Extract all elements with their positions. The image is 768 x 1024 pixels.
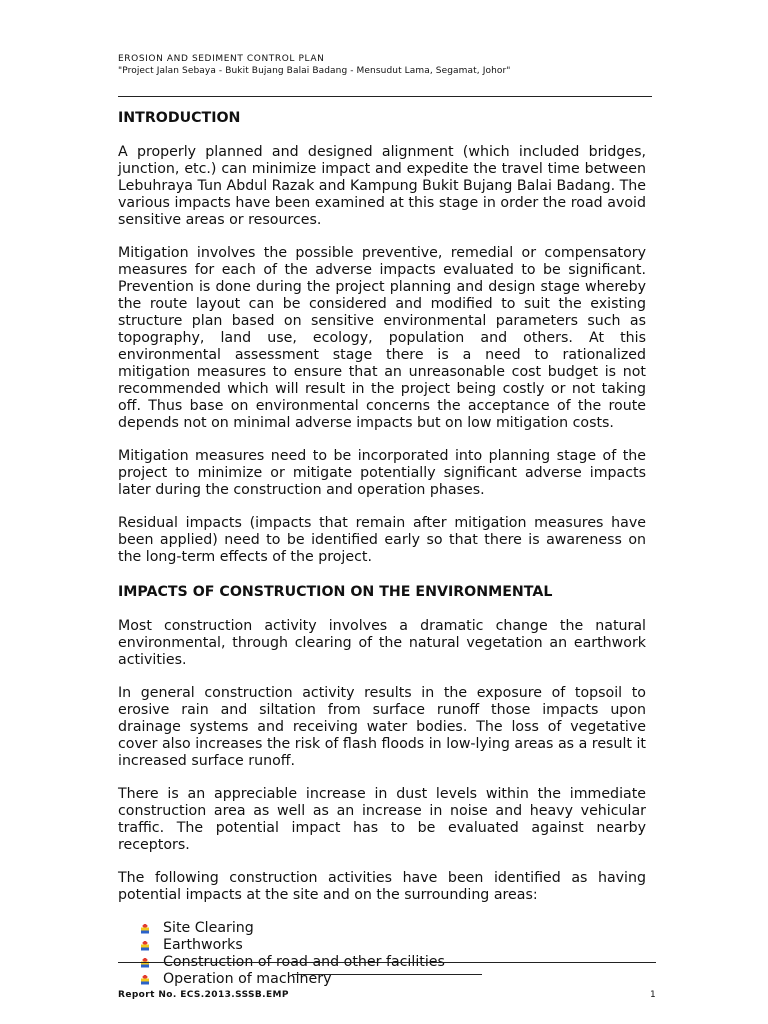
footer-divider xyxy=(118,962,656,963)
impacts-paragraph: In general construction activity results in the exposure of topsoil to erosive rain and siltation from surface runoff those impacts upon drainage systems and receiving water bodies. The loss of vegetative cover also increases the risk of flash floods in low-lying areas as a result it increased surface runoff. xyxy=(118,685,646,769)
list-item xyxy=(140,937,646,954)
list-item-label: Operation of machinery xyxy=(163,971,332,987)
bullet-icon xyxy=(140,941,150,951)
intro-paragraph: A properly planned and designed alignment (which included bridges, junction, etc.) can minimize impact and expedite the travel time between Lebuhraya Tun Abdul Razak and Kampung Bukit Bujang Balai Badang. The various impacts have been examined at this stage in order the road avoid sensitive areas or resources. xyxy=(118,144,646,228)
intro-paragraph: Residual impacts (impacts that remain after mitigation measures have been applied) need to be identified early so that there is awareness on the long-term effects of the project. xyxy=(118,515,646,565)
impacts-paragraph: The following construction activities have been identified as having potential impacts at the site and on the surrounding areas: xyxy=(118,870,646,903)
impacts-paragraph: Most construction activity involves a dramatic change the natural environmental, through clearing of the natural vegetation an earthwork activities. xyxy=(118,618,646,668)
section-heading-introduction: INTRODUCTION xyxy=(118,110,241,126)
section-heading-impacts: IMPACTS OF CONSTRUCTION ON THE ENVIRONMENTAL xyxy=(118,584,553,600)
header-divider xyxy=(118,96,652,97)
list-item-label: Site Clearing xyxy=(163,920,254,936)
intro-paragraph: Mitigation measures need to be incorporated into planning stage of the project to minimize or mitigate potentially significant adverse impacts later during the construction and operation phases. xyxy=(118,448,646,498)
list-item-label: Construction of road and other facilities xyxy=(163,954,445,970)
list-item-label: Earthworks xyxy=(163,937,243,953)
intro-paragraph: Mitigation involves the possible preventive, remedial or compensatory measures for each of the adverse impacts evaluated to be significant. Prevention is done during the project planning and design stage whereby the route layout can be considered and modified to suit the existing structure plan based on sensitive environmental parameters such as topography, land use, ecology, population and others. At this environmental assessment stage there is a need to rationalized mitigation measures to ensure that an unreasonable cost budget is not recommended which will result in the project being costly or not taking off. Thus base on environmental concerns the acceptance of the route depends not on minimal adverse impacts but on low mitigation costs. xyxy=(118,245,646,431)
footer-divider-short xyxy=(292,974,482,975)
bullet-icon xyxy=(140,958,150,968)
bullet-icon xyxy=(140,924,150,934)
report-number: Report No. ECS.2013.SSSB.EMP xyxy=(118,990,289,1000)
list-item xyxy=(140,920,646,937)
activities-list xyxy=(118,920,646,988)
header-title: EROSION AND SEDIMENT CONTROL PLAN xyxy=(118,54,325,64)
bullet-icon xyxy=(140,975,150,985)
page-number: 1 xyxy=(650,990,656,1000)
document-body xyxy=(118,108,646,988)
impacts-paragraph: There is an appreciable increase in dust levels within the immediate construction area as well as an increase in noise and heavy vehicular traffic. The potential impact has to be evaluated against nearby receptors. xyxy=(118,786,646,853)
header-subtitle: "Project Jalan Sebaya - Bukit Bujang Balai Badang - Mensudut Lama, Segamat, Johor" xyxy=(118,66,511,76)
